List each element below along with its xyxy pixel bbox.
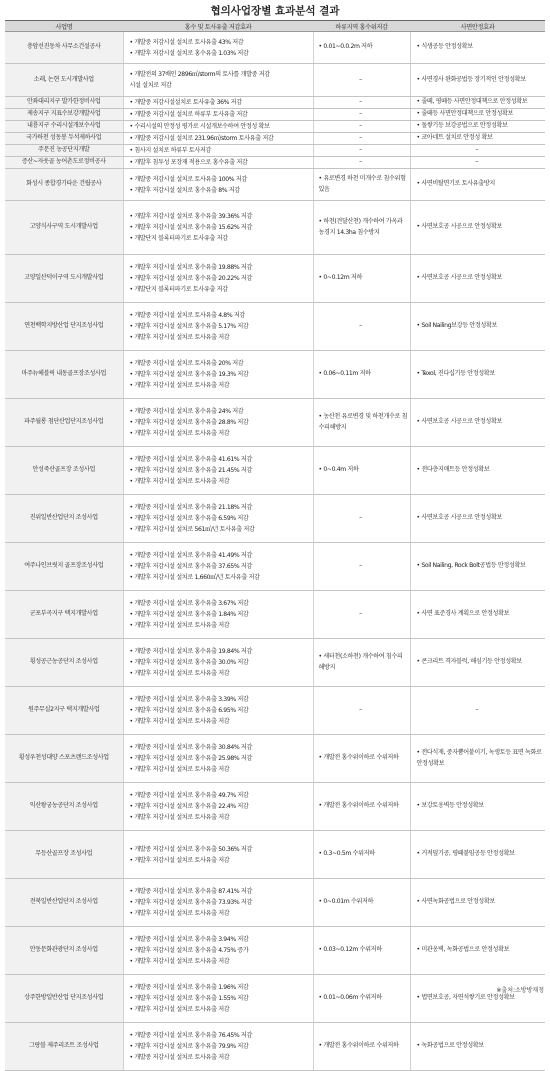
downstream-cell: – [313,121,410,133]
effect-line: • 개발후 저감시설 설치로 홍수유출 22.4% 저감 [130,801,311,812]
slope-cell: • 전다층지매트등 안정성확보 [410,447,545,495]
effects-cell [123,64,313,97]
slope-cell: • 코아네트 설치로 안정성 확보 [410,133,545,145]
effect-line: • 개발후 저감시설 설치로 홍수유출 25.98% 저감 [130,753,311,764]
effect-line: • 개발후 저감시설 설치로 토사유출 저감 [130,908,311,919]
downstream-cell: • 0~0.12m 저하 [313,255,410,303]
effect-line: • 개발중 저감시설 설치로 홍수유출 41.49% 저감 [130,550,311,561]
effects-table [5,20,545,1071]
effect-line: • 개발후 저감시설 설치로 홍수유출 28.8% 저감 [130,417,311,428]
project-name-cell: 주문진 농공단지개발 [5,145,123,157]
project-name-cell: 파주월롱 첨단산업단지조성사업 [5,399,123,447]
effect-line: • 개발후 저감시설 설치로 홍수유출 19.3% 저감 [130,369,311,380]
effect-line: • 개발후 저감시설 설치로 토사유출 저감 [130,1004,311,1015]
effects-cell [123,169,313,201]
slope-cell: – [410,145,545,157]
table-row [5,32,545,64]
project-name-cell: 소래, 논현 도시개발사업 [5,64,123,97]
effects-cell [123,735,313,783]
effect-line: • 개발단지 블록터파기로 토사유출 저감 [130,284,311,295]
downstream-cell: – [313,303,410,351]
slope-cell: • 돌쌓기등 보강공법으로 안정성확보 [410,121,545,133]
table-row [5,201,545,255]
effects-cell [123,543,313,591]
slope-cell: • 사면보호공 시공으로 안정성확보 [410,399,545,447]
project-name-cell: 제송지구 지표수보강개발사업 [5,109,123,121]
downstream-cell: • 새터천(소하천) 개수하여 침수피해방지 [313,639,410,687]
slope-cell: • 사면 표준경사 계획으로 안정성확보 [410,591,545,639]
table-row [5,255,545,303]
effect-line: • 개발후 저감시설 설치로 홍수유출 1.03% 저감 [130,48,311,59]
effects-cell [123,201,313,255]
project-name-cell: 군포부곡지구 택지개발사업 [5,591,123,639]
project-name-cell: 충암선진동차 사무소건설공사 [5,32,123,64]
effect-line: • 개발후 저감시설 설치로 홍수유출 30.0% 저감 [130,657,311,668]
slope-cell: • 사면보호공 시공으로 안정성확보 [410,495,545,543]
project-name-cell: 횡성우천성대양 스포츠랜드조성사업 [5,735,123,783]
slope-cell: • 사면경사 완화공법등 장기적인 안정성확보 [410,64,545,97]
downstream-cell: – [313,591,410,639]
effects-cell [123,879,313,927]
effect-line: • 개발후 저감시설 설치로 홍수유출 6.59% 저감 [130,513,311,524]
effect-line: • 개발중 저감시설 설치로 홍수유출 3.94% 저감 [130,934,311,945]
effect-line: • 개발후 저감시설 설치로 홍수유출 21.45% 저감 [130,465,311,476]
source-note: ※출처:소방방재청 [496,985,544,994]
slope-cell: • 사면보호공 시공으로 안정성확보 [410,201,545,255]
effect-line: • 개발후 저감시설 설치로 홍수유출 1.55% 저감 [130,993,311,1004]
downstream-cell: • 0~0.4m 저하 [313,447,410,495]
downstream-cell: • 0.01~0.06m 수위저하 [313,975,410,1023]
downstream-cell: – [313,687,410,735]
effect-line: • 개발후 저감시설 설치로 홍수유출 39.36% 저감 [130,211,311,222]
effect-line: • 개발후 저감시설 설치로 토사유출 저감 [130,812,311,823]
effect-line: • 개발중 저감시설 설치로 홍수유출 30.84% 저감 [130,742,311,753]
slope-cell: • 녹화공법으로 안정성확보 [410,1023,545,1071]
table-row [5,1023,545,1071]
downstream-cell: • 개발전 홍수위이하로 수위저하 [313,735,410,783]
table-row [5,543,545,591]
effect-line: • 개발후 저감시설 설치로 홍수유출 5.17% 저감 [130,321,311,332]
effect-line: • 개발중 저감시설 설치로 토사유출 100% 저감 [130,174,311,185]
effect-line: • 개발중 저감시설 설치로 하류부 토사유출 저감 [130,109,311,120]
downstream-cell: • 0.06~0.11m 저하 [313,351,410,399]
effect-line: • 개발후 저감시설 설치로 홍수유출 20.22% 저감 [130,273,311,284]
effect-line: • 개발중 저감시설 설치로 홍수유출 76.45% 저감 [130,1030,311,1041]
effect-line: • 개발후 저감시설 설치로 홍수유출 73.93% 저감 [130,897,311,908]
effect-line: • 개발중 저감시설 설치로 홍수유출 41.61% 저감 [130,454,311,465]
effect-line: • 개발중 저감시설 설치로 홍수유출 19.84% 저감 [130,646,311,657]
table-row [5,591,545,639]
effect-line: • 개발중 저감시설 설치로 토사유출 43% 저감 [130,37,311,48]
table-row [5,879,545,927]
effect-line: • 개발전의 37배인 2896㎥/storm의 토사를 개발중 저감 [130,69,311,80]
effects-cell [123,927,313,975]
project-name-cell: 연천백학지방산업 단지조성사업 [5,303,123,351]
page-title: 협의사업장별 효과분석 결과 [0,0,550,20]
project-name-cell: 횡성공근농공단지 조성사업 [5,639,123,687]
slope-cell: • Soil Nailing보강등 안정성확보 [410,303,545,351]
project-name-cell: 익산왕궁농공단지 조성사업 [5,783,123,831]
effects-cell [123,495,313,543]
project-name-cell: 여주나인브릿지 골프장조성사업 [5,543,123,591]
effect-line: • 개발중 저감시설 설치로 토사유출 4.8% 저감 [130,310,311,321]
effects-cell [123,351,313,399]
effect-line: • 개발후 저감시설 설치로 홍수유출 15.62% 저감 [130,222,311,233]
project-name-cell: 증산~자웃골 농어촌도로정비공사 [5,157,123,169]
downstream-cell: – [313,157,410,169]
header-project-name: 사업명 [5,21,123,32]
effect-line: 시설 설치로 저감 [130,80,311,91]
project-name-cell: 진위일반산업단지 조성사업 [5,495,123,543]
downstream-cell: – [313,495,410,543]
slope-cell: • 사면보호공 시공으로 안정성확보 [410,255,545,303]
downstream-cell: – [313,543,410,591]
project-name-cell: 안좌대리지구 발가한정비사업 [5,97,123,109]
project-name-cell: 마주뉴헤블릭 내동골프장조성사업 [5,351,123,399]
effect-line: • 개발중 저감시설 설치로 토사유출 20% 저감 [130,358,311,369]
effect-line: • 개발후 저감시설 설치로 토사유출 저감 [130,764,311,775]
table-row [5,121,545,133]
effects-cell [123,97,313,109]
effect-line: • 개발중 저감시설 설치로 홍수유출 24% 저감 [130,406,311,417]
effect-line: • 개발후 저감시설 설치로 561㎥/년 토사유출 저감 [130,524,311,535]
downstream-cell: • 유로변경 하천 미개수로 침수위험 있음 [313,169,410,201]
effects-cell [123,399,313,447]
effect-line: • 개발후 저감시설 설치로 토사유출 저감 [130,332,311,343]
table-row [5,447,545,495]
downstream-cell: • 개발전 홍수위이하로 수위저하 [313,1023,410,1071]
project-name-cell: 안성죽산골프장 조성사업 [5,447,123,495]
project-name-cell: 원주무실2지구 택지개발사업 [5,687,123,735]
downstream-cell: • 개발전 홍수위이하로 수위저하 [313,783,410,831]
downstream-cell: – [313,109,410,121]
header-downstream-flood-level: 하류지역 홍수위저감 [313,21,410,32]
effect-line: • 개발후 저감시설 설치로 홍수유출 1.84% 저감 [130,609,311,620]
effects-cell [123,591,313,639]
downstream-cell: • 0.03~0.12m 수위저하 [313,927,410,975]
table-row [5,145,545,157]
project-name-cell: 고양일산덕이구역 도시개발사업 [5,255,123,303]
slope-cell: • 사면녹화공법으로 안정성확보 [410,879,545,927]
table-row [5,133,545,145]
table-row [5,495,545,543]
table-row [5,687,545,735]
effects-cell [123,783,313,831]
table-row [5,831,545,879]
downstream-cell: • 0.01~0.0.2m 저하 [313,32,410,64]
effect-line: • 개발중 저감시설 설치로 토사유출 저감 [130,1052,311,1063]
effect-line: • 개발후 저감시설 설치로 홍수유출 79.9% 저감 [130,1041,311,1052]
table-row [5,64,545,97]
slope-cell: • Texol, 진다십기등 안정성확보 [410,351,545,399]
effects-cell [123,109,313,121]
effect-line: • 개발중 저감시설 설치로 홍수유출 3.67% 저감 [130,598,311,609]
downstream-cell: – [313,145,410,157]
slope-cell: • 줄떼, 평떼등 사면안정대책으로 안정성확보 [410,97,545,109]
table-row [5,639,545,687]
table-header-row [5,21,545,32]
effect-line: • 수리시설의 안정성 평가로 시설개보수하여 안정성 확보 [130,121,311,132]
downstream-cell: • 0.3~0.5m 수위저하 [313,831,410,879]
effect-line: • 개발후 저감시설 설치로 토사유출 저감 [130,476,311,487]
table-row [5,399,545,447]
table-row [5,169,545,201]
project-name-cell: 상주한방일반산업 단지조성사업 [5,975,123,1023]
project-name-cell: 국가하천 성동봉 두석제하사업 [5,133,123,145]
table-row [5,351,545,399]
project-name-cell: 무등산골프장 조성사업 [5,831,123,879]
slope-cell: • 보강토옹벽등 안정성확보 [410,783,545,831]
effect-line: • 개발후 저감시설 설치로 홍수유출 19.88% 저감 [130,262,311,273]
slope-cell: – [410,157,545,169]
slope-cell: • Soil Nailing, Rock Bolt공법등 안정성확보 [410,543,545,591]
effect-line: • 개발후 저감시설 설치로 토사유출 저감 [130,620,311,631]
downstream-cell: – [313,97,410,109]
effect-line: • 개발단지 블록터파기로 토사유출 저감 [130,233,311,244]
slope-cell: – [410,687,545,735]
downstream-cell: • 농산천 유로변경 및 하천개수로 침수피해방지 [313,399,410,447]
effects-cell [123,447,313,495]
downstream-cell: • 0~0.01m 수위저하 [313,879,410,927]
effects-cell [123,1023,313,1071]
project-name-cell: 고양식사구역 도시개발사업 [5,201,123,255]
effect-line: • 침사지 설치로 하류부 토사저감 [130,145,311,156]
slope-cell: • 콘크리트 격자블럭, 해심기등 안정성확보 [410,639,545,687]
project-name-cell: 내룡지구 수리시설개보수사업 [5,121,123,133]
effect-line: • 개발중 저감시설 설치로 홍수유출 3.39% 저감 [130,694,311,705]
effects-cell [123,121,313,133]
effect-line: • 개발후 저감시설 설치로 홍수유출 37.65% 저감 [130,561,311,572]
effects-cell [123,145,313,157]
effect-line: • 개발중 저감시설 설치로 홍수유출 21.18% 저감 [130,502,311,513]
slope-cell: • 거적덮기공, 평떼붙임공등 안정성확보 [410,831,545,879]
slope-cell: • 전다식재, 중자뿜어붙이기, 녹생토등 표면 녹화로 안정성확보 [410,735,545,783]
project-name-cell: 그랑블 제주리조트 조성사업 [5,1023,123,1071]
effect-line: • 개발후 저감시설 설치로 토사유출 저감 [130,380,311,391]
table-row [5,975,545,1023]
downstream-cell: – [313,133,410,145]
header-slope-stability: 사면안정효과 [410,21,545,32]
effect-line: • 개발중 저감시설설치로 토사유출 36% 저감 [130,97,311,108]
table-row [5,303,545,351]
effects-cell [123,32,313,64]
table-row [5,735,545,783]
effect-line: • 개발후 저감시설 설치로 토사유출 저감 [130,428,311,439]
effect-line: • 개발후 저감시설 설치로 홍수유출 6.95% 저감 [130,705,311,716]
effect-line: • 개발후 저감시설 설치로 토사유출 저감 [130,956,311,967]
project-name-cell: 전북일반산업단지 조성사업 [5,879,123,927]
effects-cell [123,303,313,351]
effect-line: • 개발중 저감시설 설치로 홍수유출 1.96% 저감 [130,982,311,993]
effect-line: • 개발중 저감시설 설치로 홍수유출 87.41% 저감 [130,886,311,897]
effects-cell [123,975,313,1023]
effect-line: • 개발중 저감시설 설치로 홍수유출 50.36% 저감 [130,844,311,855]
effect-line: • 개발중 저감시설 설치로 231.96㎥/storm 토사유출 저감 [130,133,311,144]
effects-cell [123,255,313,303]
effect-line: • 개발후 저감시설 설치로 홍수유출 8% 저감 [130,185,311,196]
effects-cell [123,157,313,169]
table-row [5,783,545,831]
effects-cell [123,831,313,879]
slope-cell: • 미관옹벽, 녹화공법으로 안정성확보 [410,927,545,975]
downstream-cell: • 하천(견달산천) 개수하여 가옥과 농경지 14.3ha 침수방지 [313,201,410,255]
effects-cell [123,639,313,687]
project-name-cell: 화성시 종합경기타운 건립공사 [5,169,123,201]
table-row [5,927,545,975]
table-row [5,109,545,121]
slope-cell: • 법면보호공, 자연석쌓기로 안정성확보 [410,975,545,1023]
effect-line: • 개발후 침투성 포장재 적용으로 홍수유출 저감 [130,157,311,168]
effect-line: • 개발후 저감시설 설치로 1,660㎥/년 토사유출 저감 [130,572,311,583]
effect-line: • 개발후 저감시설 설치로 토사유출 저감 [130,668,311,679]
project-name-cell: 안동문화관광단지 조성사업 [5,927,123,975]
table-row [5,97,545,109]
slope-cell: • 줄떼등 사면안정대책으로 안정성확보 [410,109,545,121]
downstream-cell: – [313,64,410,97]
effect-line: • 개발후 저감시설 설치로 홍수유출 4.75% 증가 [130,945,311,956]
effects-cell [123,687,313,735]
effect-line: • 개발중 저감시설 설치로 홍수유출 49.7% 저감 [130,790,311,801]
header-flood-sediment-effect: 홍수 및 토사유출 저감효과 [123,21,313,32]
table-row [5,157,545,169]
effects-cell [123,133,313,145]
slope-cell: • 식생공등 안정성확보 [410,32,545,64]
slope-cell: • 사면비탈면기로 토사유출방지 [410,169,545,201]
effect-line: • 개발후 저감시설 설치로 토사유출 저감 [130,855,311,866]
effect-line: • 개발후 저감시설 설치로 토사유출 저감 [130,716,311,727]
